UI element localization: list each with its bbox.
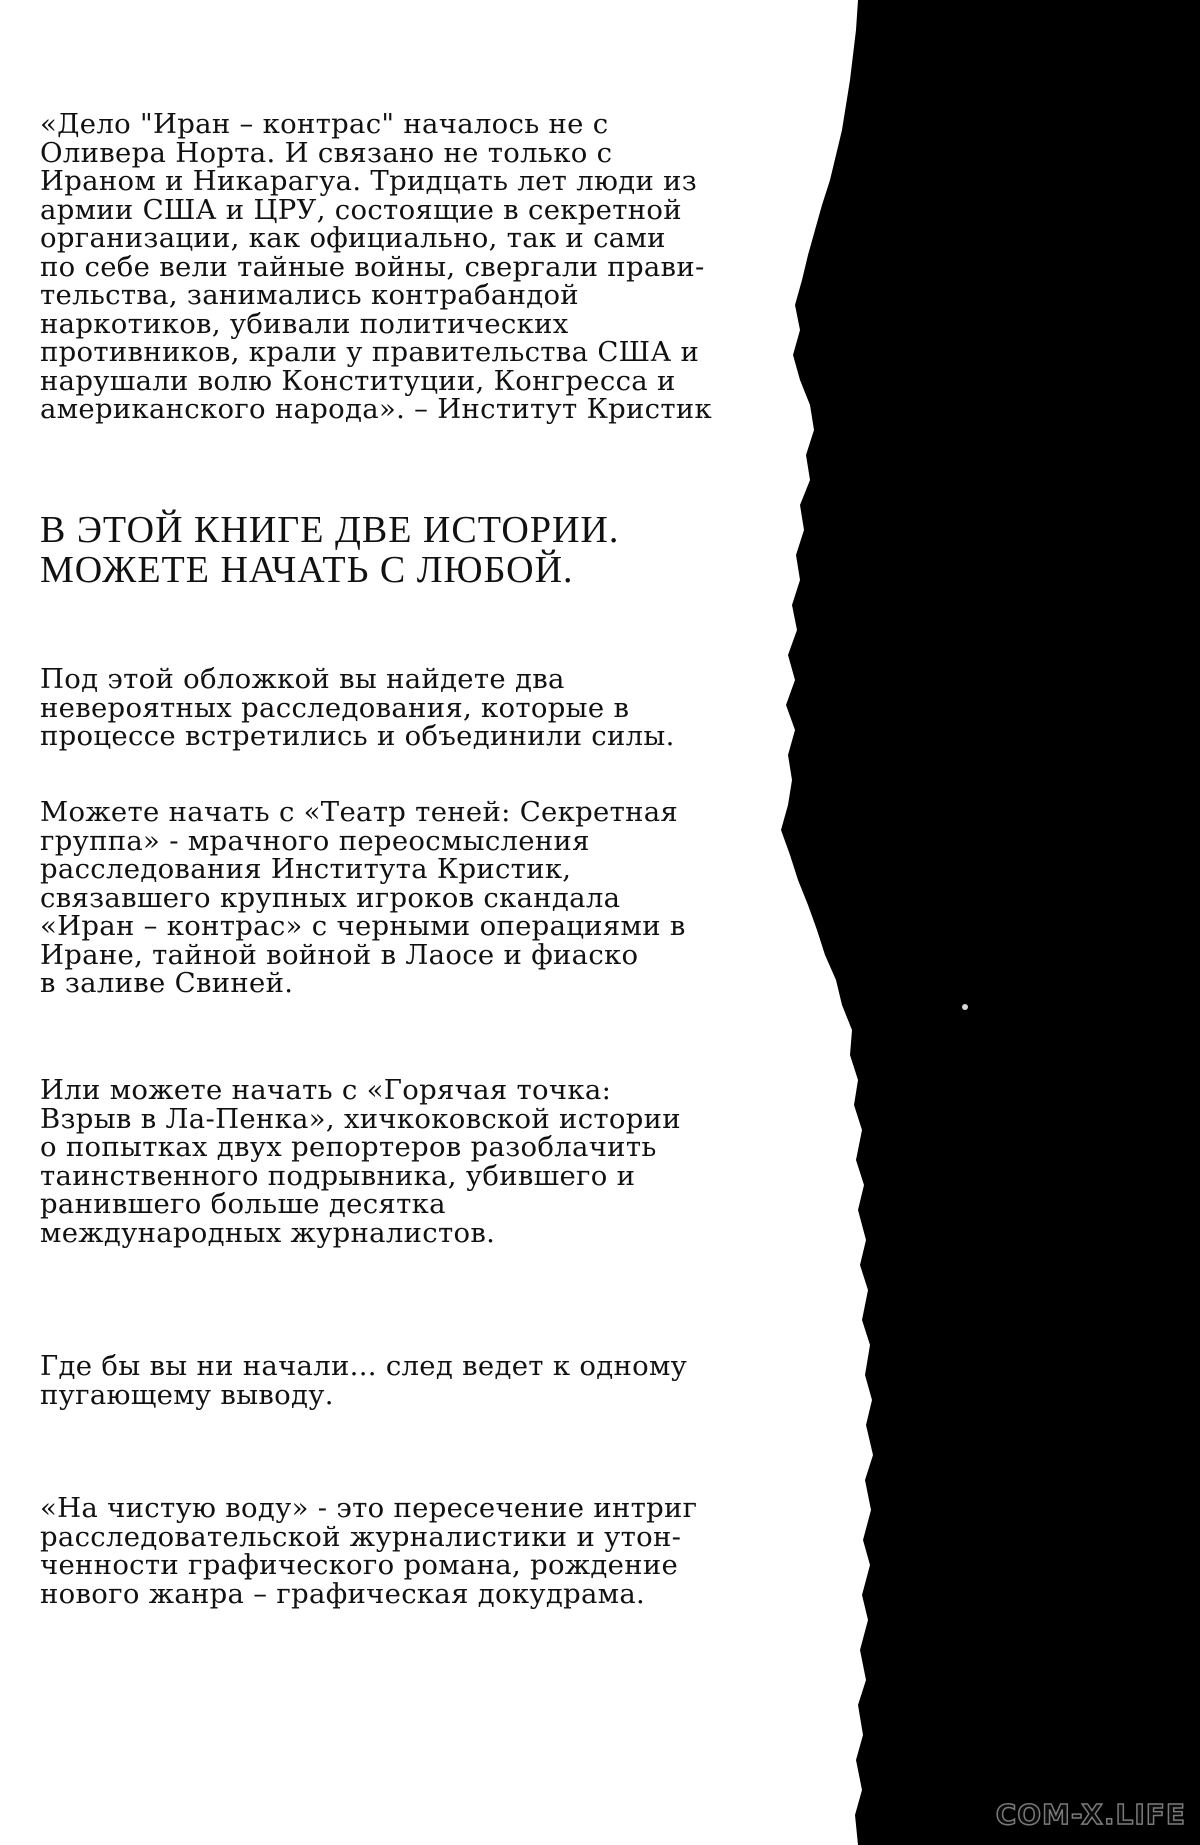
- genre-paragraph: «На чистую воду» - это пересечение интриг расследовательской журналистики и утон- ченности графического романа, рождение нового жанра – графическая докудрама.: [40, 1492, 698, 1610]
- paper-speck: [962, 1004, 968, 1010]
- intro-paragraph: Под этой обложкой вы найдете два невероятных расследования, которые в процессе встретились и объединили силы.: [40, 663, 675, 752]
- site-watermark: COM-X.LIFE: [995, 1798, 1186, 1831]
- iran-contra-quote: «Дело "Иран – контрас" началось не с Оливера Норта. И связано не только с Ираном и Никарагуа. Тридцать лет люди из армии США и ЦРУ, состоящие в секретной организации, как официально, так и сами по себе вели тайные войны, свергали прави- тельства, занимались контрабандой наркотиков, убивали политических противников, крали у правительства США и нарушали волю Конституции, Конгресса и американского народа». – Институт Кристик: [40, 108, 713, 425]
- book-headline: В ЭТОЙ КНИГЕ ДВЕ ИСТОРИИ. МОЖЕТЕ НАЧАТЬ С ЛЮБОЙ.: [40, 509, 620, 591]
- shadow-play-paragraph: Можете начать с «Театр теней: Секретная группа» - мрачного переосмысления расследования Института Кристик, связавшего крупных игроков скандала «Иран – контрас» с черными операциями в Иране, тайной войной в Лаосе и фиаско в заливе Свиней.: [40, 796, 686, 999]
- conclusion-paragraph: Где бы вы ни начали... след ведет к одному пугающему выводу.: [40, 1350, 688, 1411]
- hot-spot-paragraph: Или можете начать с «Горячая точка: Взрыв в Ла-Пенка», хичкоковской истории о попытках двух репортеров разоблачить таинственного подрывника, убившего и ранившего больше десятка международных журналистов.: [40, 1074, 681, 1249]
